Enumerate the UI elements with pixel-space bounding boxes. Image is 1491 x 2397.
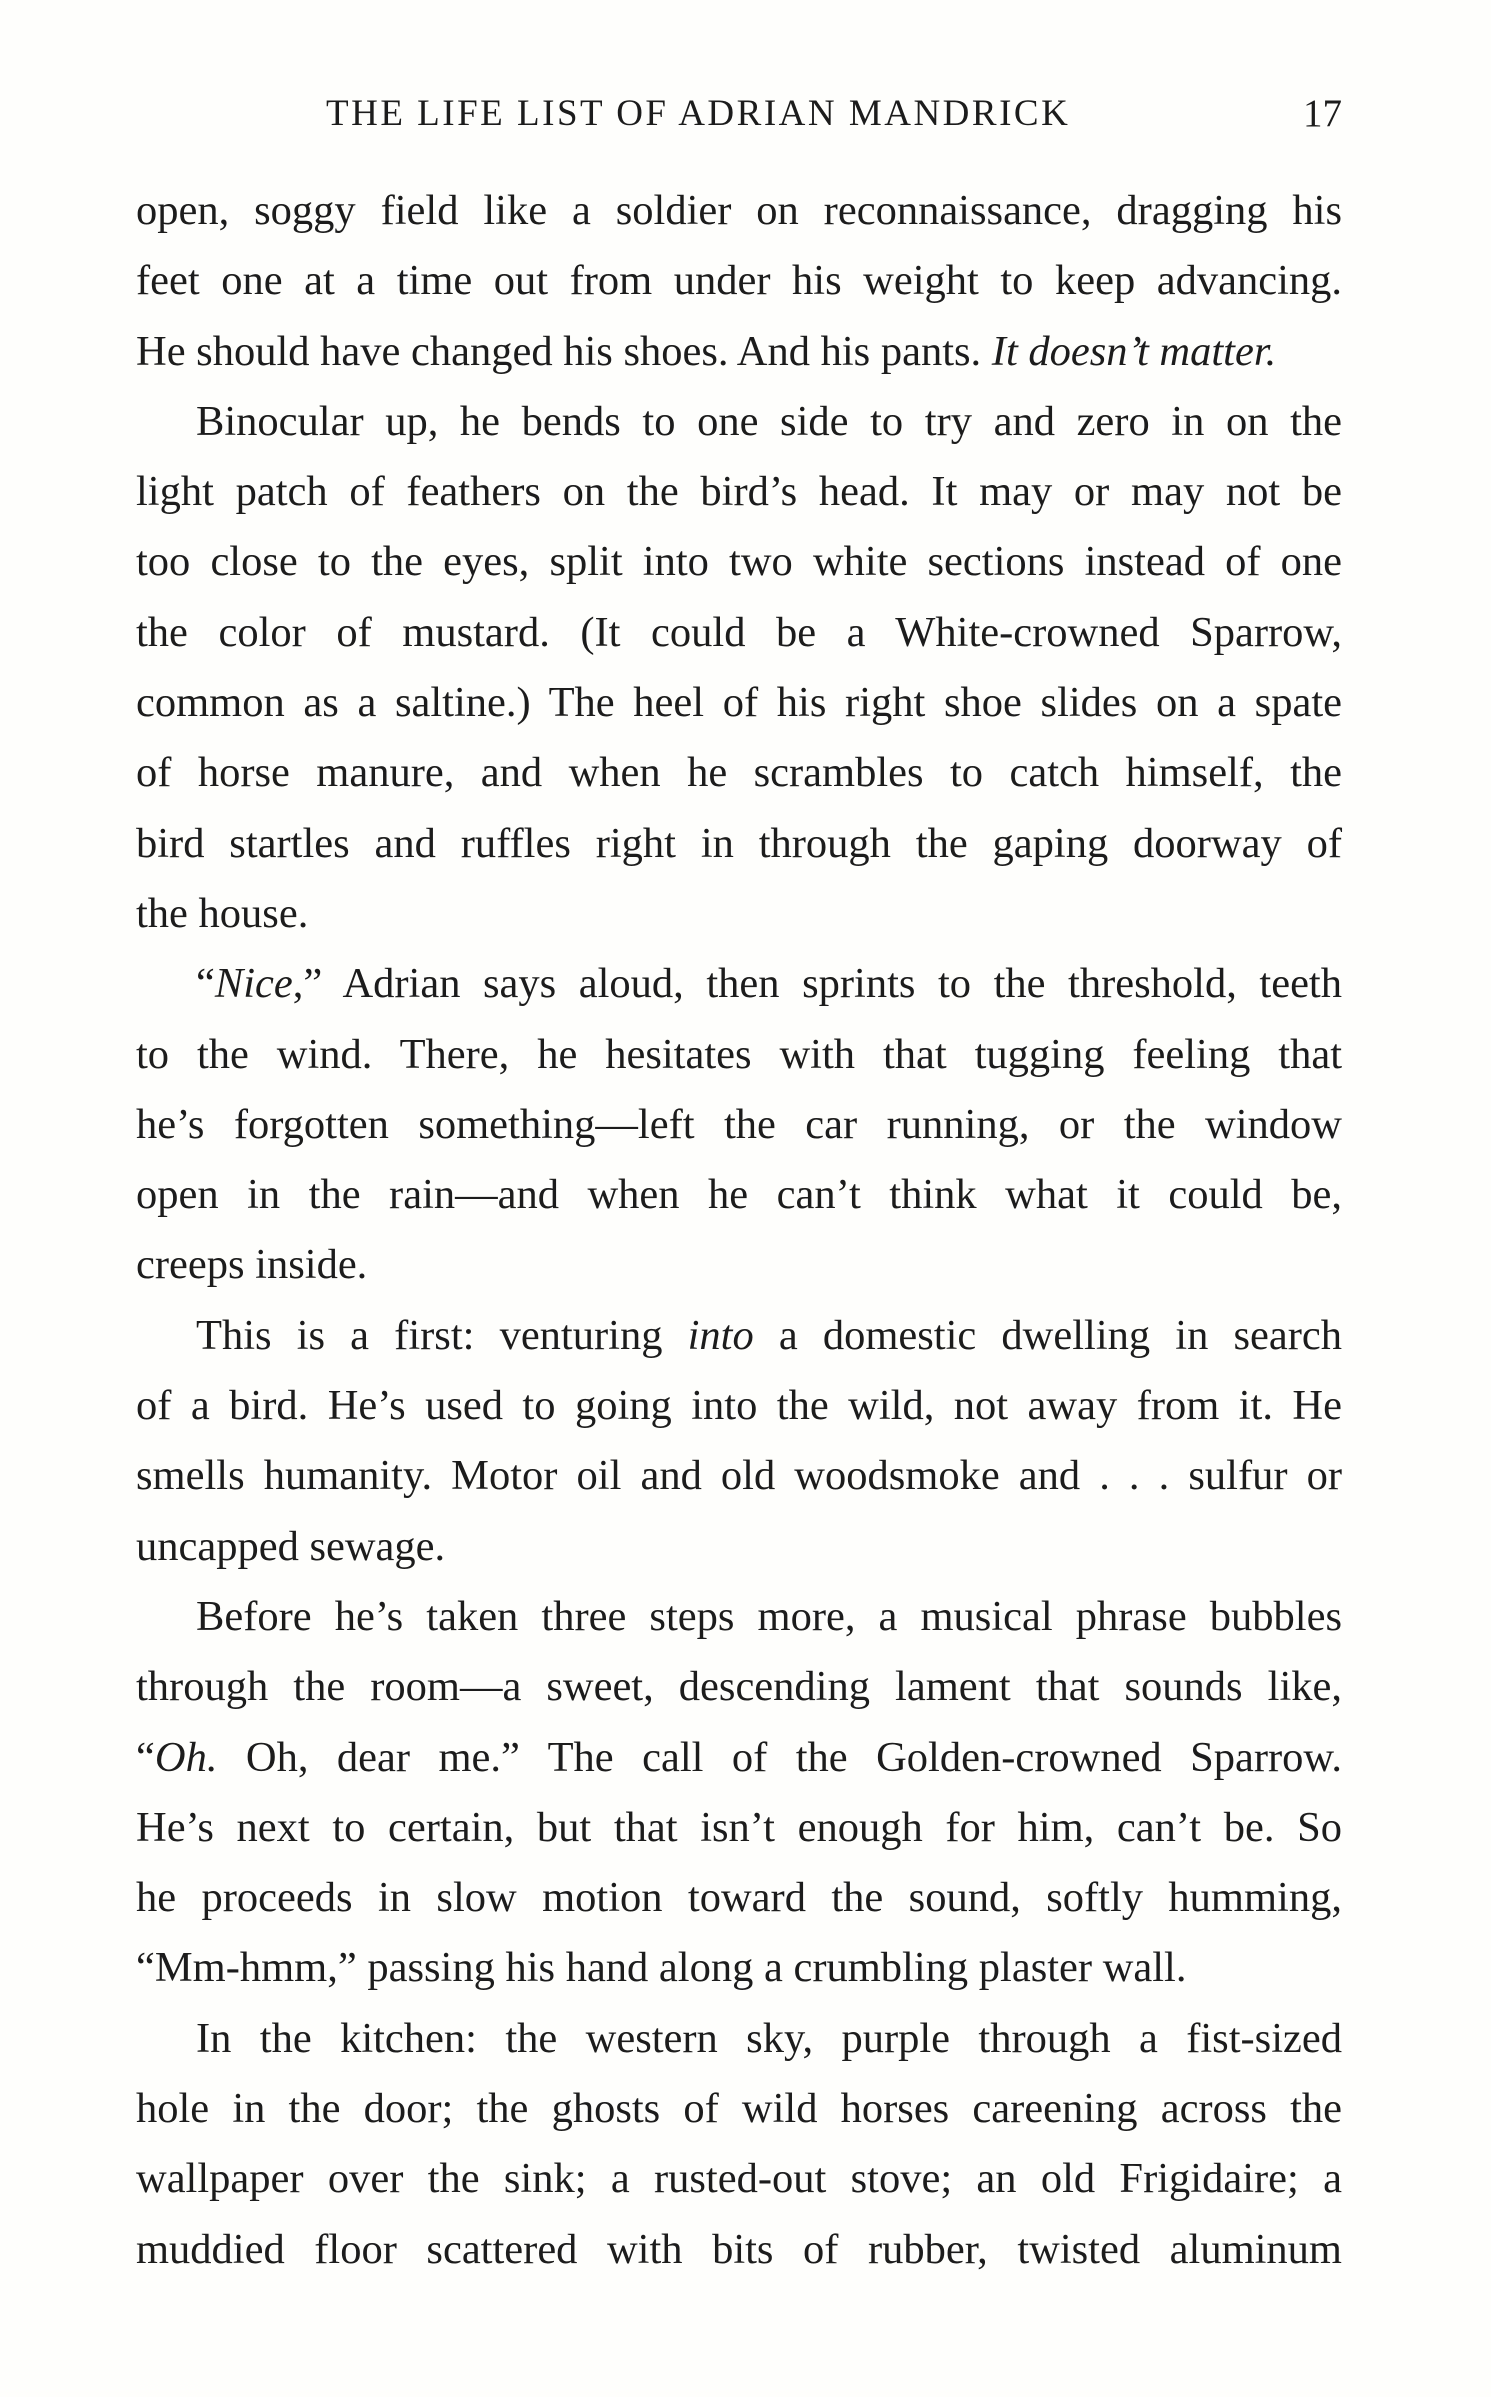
- text-run: he’s forgotten something—left the car running, or the window: [136, 1100, 1342, 1148]
- text-line: [136, 246, 1342, 316]
- text-run: creeps inside.: [136, 1241, 368, 1289]
- italic-text: into: [687, 1311, 754, 1359]
- text-run: “: [136, 1733, 155, 1781]
- text-run: Oh, dear me.” The call of the Golden-crowned Sparrow.: [217, 1733, 1342, 1781]
- text-line: [136, 2004, 1342, 2074]
- text-line: [136, 2215, 1342, 2285]
- text-run: ,” Adrian says aloud, then sprints to the threshold, teeth: [292, 960, 1342, 1008]
- text-run: too close to the eyes, split into two white sections instead of one: [136, 538, 1342, 586]
- text-run: In the kitchen: the western sky, purple through a fist-sized: [196, 2014, 1342, 2062]
- italic-text: Oh.: [154, 1733, 218, 1781]
- text-line: [136, 1371, 1342, 1441]
- body-text: [136, 176, 1342, 2285]
- text-run: “Mm-hmm,” passing his hand along a crumbling plaster wall.: [136, 1944, 1187, 1992]
- text-line: [136, 1582, 1342, 1652]
- text-line: [136, 1441, 1342, 1511]
- text-run: This is a first: venturing: [196, 1311, 688, 1359]
- text-run: hole in the door; the ghosts of wild horses careening across the: [136, 2085, 1342, 2133]
- text-line: [136, 2144, 1342, 2214]
- text-run: to the wind. There, he hesitates with that tugging feeling that: [136, 1030, 1342, 1078]
- text-line: [136, 2074, 1342, 2144]
- text-run: light patch of feathers on the bird’s head. It may or may not be: [136, 468, 1342, 516]
- text-run: of a bird. He’s used to going into the wild, not away from it. He: [136, 1382, 1342, 1430]
- running-head: [136, 84, 1342, 144]
- text-run: Before he’s taken three steps more, a musical phrase bubbles: [196, 1592, 1342, 1640]
- text-run: he proceeds in slow motion toward the sound, softly humming,: [136, 1874, 1342, 1922]
- text-line: [136, 317, 1342, 387]
- text-run: He’s next to certain, but that isn’t enough for him, can’t be. So: [136, 1803, 1342, 1851]
- text-run: open in the rain—and when he can’t think what it could be,: [136, 1171, 1342, 1219]
- text-run: the house.: [136, 889, 309, 937]
- page-number: 17: [1303, 92, 1342, 135]
- text-line: [136, 527, 1342, 597]
- text-run: bird startles and ruffles right in through the gaping doorway of: [136, 819, 1342, 867]
- text-line: [136, 949, 1342, 1019]
- text-line: [136, 176, 1342, 246]
- text-line: [136, 1723, 1342, 1793]
- text-line: [136, 1793, 1342, 1863]
- text-line: [136, 1863, 1342, 1933]
- text-line: [136, 387, 1342, 457]
- text-run: of horse manure, and when he scrambles to catch himself, the: [136, 749, 1342, 797]
- text-run: a domestic dwelling in search: [753, 1311, 1343, 1359]
- italic-text: Nice: [214, 960, 293, 1008]
- text-line: [136, 1160, 1342, 1230]
- text-run: through the room—a sweet, descending lament that sounds like,: [136, 1663, 1342, 1711]
- text-run: open, soggy field like a soldier on reconnaissance, dragging his: [136, 187, 1342, 234]
- text-line: [136, 1652, 1342, 1722]
- running-title: THE LIFE LIST OF ADRIAN MANDRICK: [326, 93, 1071, 134]
- text-run: “: [196, 960, 215, 1008]
- text-run: wallpaper over the sink; a rusted-out stove; an old Frigidaire; a: [136, 2155, 1342, 2203]
- text-line: [136, 809, 1342, 879]
- text-line: [136, 879, 1342, 949]
- text-run: the color of mustard. (It could be a White-crowned Sparrow,: [136, 608, 1342, 656]
- text-run: common as a saltine.) The heel of his right shoe slides on a spate: [136, 679, 1342, 727]
- text-line: [136, 668, 1342, 738]
- italic-text: It doesn’t matter.: [991, 327, 1277, 375]
- text-line: [136, 1512, 1342, 1582]
- text-line: [136, 1230, 1342, 1300]
- text-line: [136, 1020, 1342, 1090]
- text-line: [136, 1933, 1342, 2003]
- text-line: [136, 598, 1342, 668]
- text-run: uncapped sewage.: [136, 1522, 446, 1570]
- text-run: muddied floor scattered with bits of rubber, twisted aluminum: [136, 2225, 1342, 2273]
- text-line: [136, 1090, 1342, 1160]
- text-run: Binocular up, he bends to one side to try and zero in on the: [196, 397, 1342, 445]
- text-run: He should have changed his shoes. And his pants.: [136, 327, 992, 375]
- text-line: [136, 738, 1342, 808]
- text-line: [136, 457, 1342, 527]
- text-line: [136, 1301, 1342, 1371]
- text-run: feet one at a time out from under his weight to keep advancing.: [136, 257, 1342, 305]
- text-run: smells humanity. Motor oil and old woodsmoke and . . . sulfur or: [136, 1452, 1342, 1500]
